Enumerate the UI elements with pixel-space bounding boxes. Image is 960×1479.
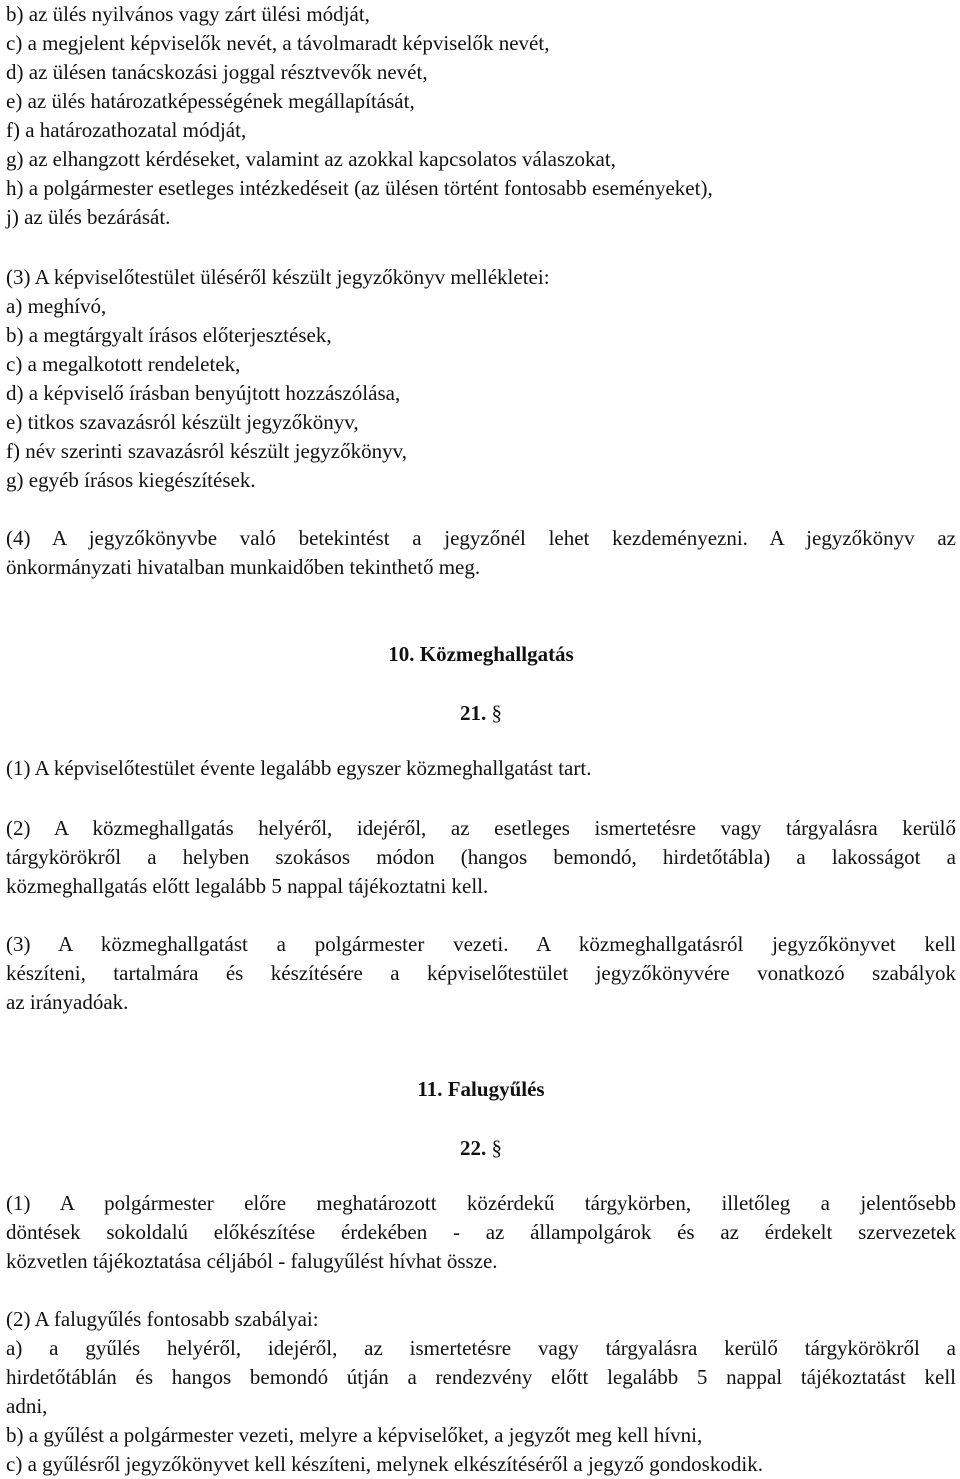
village-meeting-paragraph-2 [6,1305,956,1479]
list-item: c) a gyűlésről jegyzőkönyvet kell készíteni, melynek elkészítéséről a jegyző gondoskodik. [6,1452,763,1476]
village-meeting-paragraph-1 [6,1189,956,1276]
document-page [6,0,956,1479]
paragraph-line: készíteni, tartalmára és készítésére a képviselőtestület jegyzőkönyvére vonatkozó szabályok [6,961,956,985]
list-item: e) titkos szavazásról készült jegyzőkönyv, [6,410,359,434]
list-item: b) a gyűlést a polgármester vezeti, melyre a képviselőket, a jegyzőt meg kell hívni, [6,1423,703,1447]
section-number-text: 22. [460,1136,487,1160]
list-item: g) az elhangzott kérdéseket, valamint az azokkal kapcsolatos válaszokat, [6,147,616,171]
list-item: a) a gyűlés helyéről, idejéről, az ismertetésre vagy tárgyalásra kerülő tárgykörökről a [6,1336,956,1360]
list-item: hirdetőtáblán és hangos bemondó útján a rendezvény előtt legalább 5 nappal tájékoztatást kell [6,1365,956,1389]
paragraph-line: (1) A képviselőtestület évente legalább egyszer közmeghallgatást tart. [6,756,592,780]
list-item: f) a határozathozatal módját, [6,118,247,142]
list-item: b) az ülés nyilvános vagy zárt ülési módját, [6,2,370,26]
list-item: e) az ülés határozatképességének megállapítását, [6,89,415,113]
section-number [6,699,956,728]
list-item: c) a megjelent képviselők nevét, a távolmaradt képviselők nevét, [6,31,550,55]
paragraph-line: (2) A közmeghallgatás helyéről, idejéről, az esetleges ismertetésre vagy tárgyalásra kerülő [6,816,956,840]
chapter-title: 11. Falugyűlés [417,1077,545,1101]
spacer [6,728,956,754]
paragraph-line: az irányadóak. [6,990,129,1014]
spacer [6,1017,956,1075]
spacer [6,783,956,814]
list-item: c) a megalkotott rendeletek, [6,352,241,376]
paragraph-line: döntések sokoldalú előkészítése érdekében - az állampolgárok és az érdekelt szervezetek [6,1220,956,1244]
public-hearing-paragraph-2 [6,814,956,901]
spacer [6,582,956,640]
paragraph-line: tárgykörökről a helyben szokásos módon (hangos bemondó, hirdetőtábla) a lakosságot a [6,845,956,869]
spacer [6,901,956,930]
paragraph-line: (3) A közmeghallgatást a polgármester vezeti. A közmeghallgatásról jegyzőkönyvet kell [6,932,956,956]
spacer [6,1276,956,1305]
minutes-contents-list [6,0,956,232]
spacer [6,495,956,524]
public-hearing-paragraph-1 [6,754,956,783]
minutes-attachments-paragraph [6,263,956,495]
spacer [6,1163,956,1189]
section-number [6,1134,956,1163]
paragraph-line: (4) A jegyzőkönyvbe való betekintést a jegyzőnél lehet kezdeményezni. A jegyzőkönyv az [6,526,956,550]
public-hearing-paragraph-3 [6,930,956,1017]
section-sign: § [491,1136,502,1160]
minutes-inspection-paragraph [6,524,956,582]
chapter-title: 10. Közmeghallgatás [388,642,574,666]
list-item: d) a képviselő írásban benyújtott hozzászólása, [6,381,401,405]
list-item: h) a polgármester esetleges intézkedéseit (az ülésen történt fontosabb eseményeket), [6,176,713,200]
paragraph-line: önkormányzati hivatalban munkaidőben tekinthető meg. [6,555,481,579]
list-item: j) az ülés bezárását. [6,205,171,229]
paragraph-line: (3) A képviselőtestület üléséről készült jegyzőkönyv mellékletei: [6,265,550,289]
list-item: d) az ülésen tanácskozási joggal résztvevők nevét, [6,60,428,84]
spacer [6,1104,956,1134]
section-number-text: 21. [460,701,487,725]
paragraph-line: (1) A polgármester előre meghatározott közérdekű tárgykörben, illetőleg a jelentősebb [6,1191,956,1215]
spacer [6,232,956,263]
list-item: a) meghívó, [6,294,107,318]
paragraph-line: közvetlen tájékoztatása céljából - falugyűlést hívhat össze. [6,1249,498,1273]
list-item: f) név szerinti szavazásról készült jegyzőkönyv, [6,439,407,463]
list-item: adni, [6,1394,48,1418]
paragraph-line: közmeghallgatás előtt legalább 5 nappal tájékoztatni kell. [6,874,489,898]
section-sign: § [491,701,502,725]
list-item: g) egyéb írásos kiegészítések. [6,468,256,492]
spacer [6,669,956,699]
list-item: b) a megtárgyalt írásos előterjesztések, [6,323,332,347]
paragraph-line: (2) A falugyűlés fontosabb szabályai: [6,1307,319,1331]
